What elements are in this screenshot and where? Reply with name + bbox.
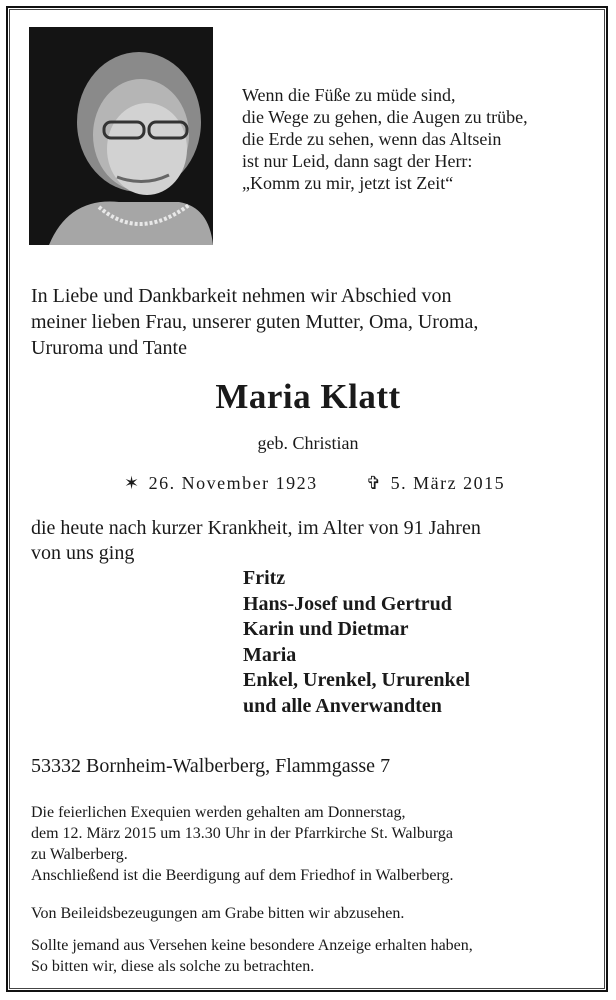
birth-date: 26. November 1923 xyxy=(148,473,318,493)
family-list xyxy=(243,566,470,719)
passing-text xyxy=(31,516,481,566)
death-date-line xyxy=(366,473,505,494)
poem-line: Wenn die Füße zu müde sind, xyxy=(242,85,456,105)
condolence-line: Von Beileidsbezeugungen am Grabe bitten wir abzusehen. xyxy=(31,905,405,922)
maiden-name: geb. Christian xyxy=(257,433,359,453)
poem-line: die Wege zu gehen, die Augen zu trübe, xyxy=(242,107,528,127)
intro-line: meiner lieben Frau, unserer guten Mutter, Oma, Uroma, xyxy=(31,311,479,333)
poem-line: die Erde zu sehen, wenn das Altsein xyxy=(242,129,502,149)
family-member: Hans-Josef und Gertrud xyxy=(243,592,452,615)
apology-line: Sollte jemand aus Versehen keine besondere Anzeige erhalten haben, xyxy=(31,937,473,954)
poem-line: „Komm zu mir, jetzt ist Zeit“ xyxy=(242,173,454,193)
poem-line: ist nur Leid, dann sagt der Herr: xyxy=(242,151,473,171)
birth-date-line xyxy=(124,473,318,494)
funeral-line: Anschließend ist die Beerdigung auf dem Friedhof in Walberberg. xyxy=(31,867,454,884)
family-member: und alle Anverwandten xyxy=(243,694,442,717)
passing-line: die heute nach kurzer Krankheit, im Alter von 91 Jahren xyxy=(31,517,481,539)
cross-icon: ✞ xyxy=(366,473,383,493)
funeral-notice xyxy=(31,802,453,886)
poem xyxy=(242,84,528,194)
family-member: Enkel, Urenkel, Ururenkel xyxy=(243,669,471,691)
intro-line: In Liebe und Dankbarkeit nehmen wir Abschied von xyxy=(31,285,452,307)
family-member: Maria xyxy=(243,643,297,666)
deceased-name: Maria Klatt xyxy=(215,377,401,416)
death-date: 5. März 2015 xyxy=(390,473,506,493)
intro-line: Ururoma und Tante xyxy=(31,337,187,359)
funeral-line: Die feierlichen Exequien werden gehalten am Donnerstag, xyxy=(31,804,406,821)
passing-line: von uns ging xyxy=(31,542,135,564)
star-icon: ✶ xyxy=(124,473,141,493)
apology-note xyxy=(31,935,473,977)
address: 53332 Bornheim-Walberberg, Flammgasse 7 xyxy=(31,755,391,777)
family-member: Fritz xyxy=(243,567,286,589)
funeral-line: dem 12. März 2015 um 13.30 Uhr in der Pfarrkirche St. Walburga xyxy=(31,825,454,842)
condolence-note xyxy=(31,903,404,924)
apology-line: So bitten wir, diese als solche zu betrachten. xyxy=(31,958,315,975)
intro-text xyxy=(31,283,591,361)
funeral-line: zu Walberberg. xyxy=(31,846,128,863)
portrait-photo xyxy=(29,27,213,245)
family-member: Karin und Dietmar xyxy=(243,618,409,640)
